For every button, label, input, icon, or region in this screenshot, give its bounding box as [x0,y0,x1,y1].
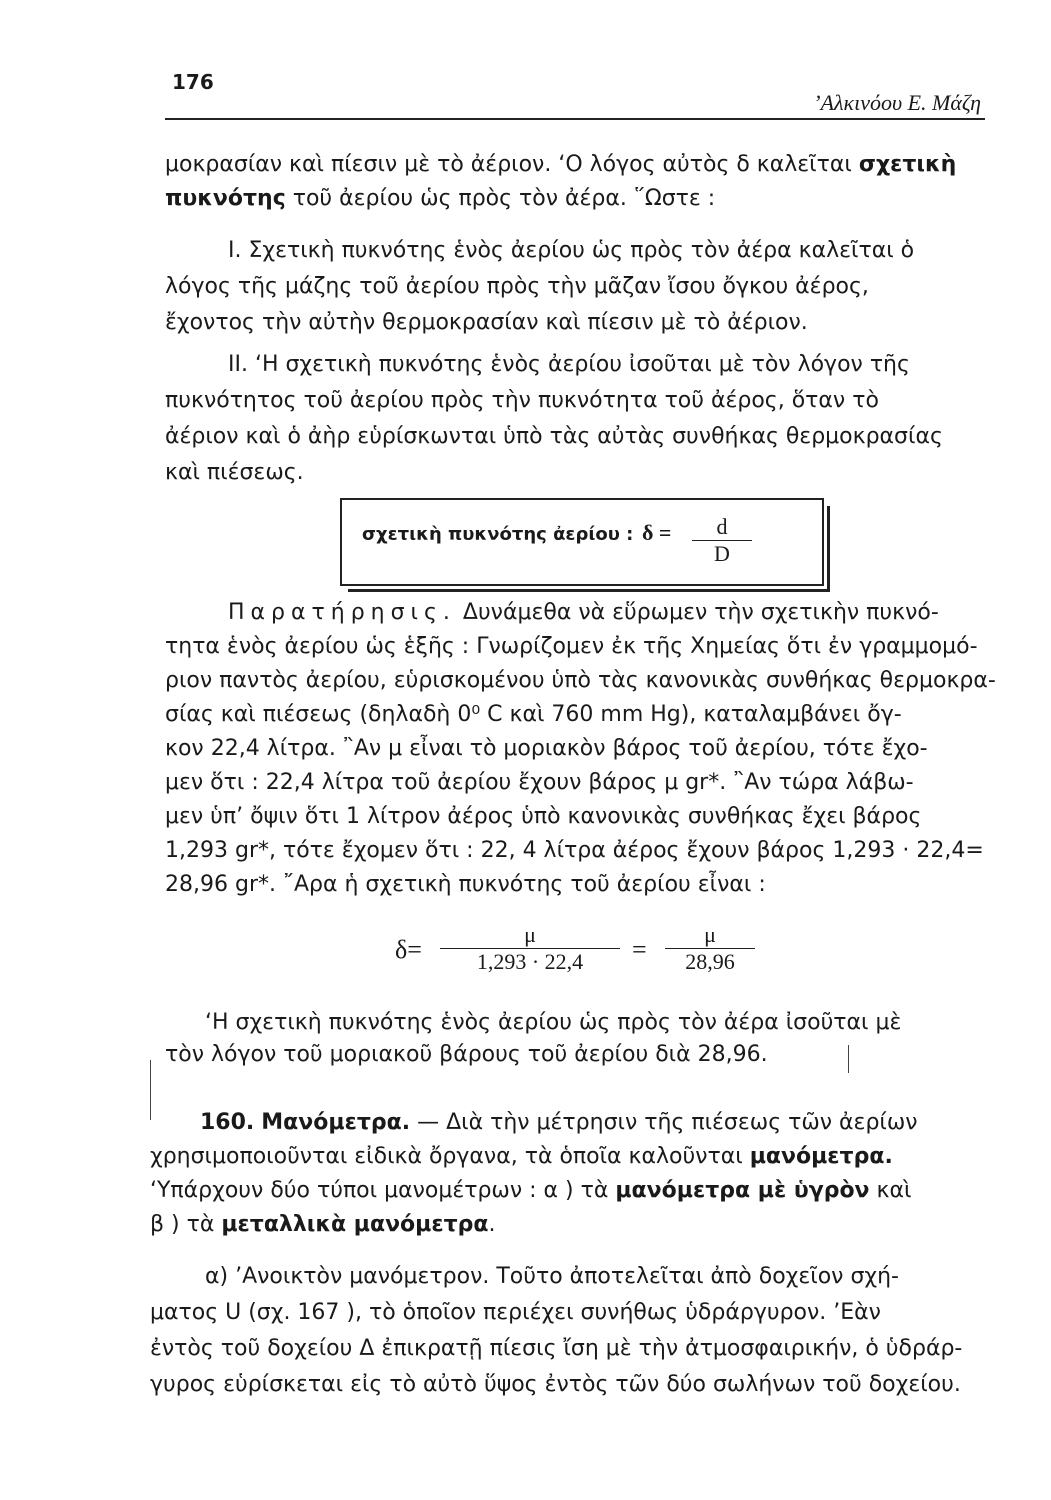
remark-line-1: Παρατήρησις. Δυνάμεθα νὰ εὕρωμεν τὴν σχετικὴν πυκνό- [228,600,939,625]
remark-line-9: 28,96 gr*. ῎Αρα ἡ σχετικὴ πυκνότης τοῦ ἀερίου εἶναι : [165,872,766,897]
remark-line-8: 1,293 gr*, τότε ἔχομεν ὅτι : 22, 4 λίτρα ἀέρος ἔχουν βάρος 1,293 · 22,4= [165,838,984,863]
remark-line-2: τητα ἑνὸς ἀερίου ὡς ἑξῆς : Γνωρίζομεν ἐκ τῆς Χημείας ὅτι ἐν γραμμομό- [165,634,978,659]
formula-numerator: d [692,514,752,541]
open-manometer-line-3: ἐντὸς τοῦ δοχείου Δ ἐπικρατῇ πίεσις ἴση μὲ τὴν ἀτμοσφαιρικήν, ὁ ὑδράρ- [150,1336,963,1361]
definition-1-line-2: λόγος τῆς μάζης τοῦ ἀερίου πρὸς τὴν μᾶζαν ἴσου ὄγκου ἀέρος, [165,274,869,299]
intro-line-2: πυκνότης τοῦ ἀερίου ὡς πρὸς τὸν ἀέρα. ῞Ωστε : [165,186,716,211]
definition-2-line-4: καὶ πιέσεως. [165,460,304,485]
equation-fraction-2-numerator: μ [665,922,755,949]
equation-lhs: δ= [395,935,422,964]
equation-fraction-1-denominator: 1,293 · 22,4 [476,949,584,974]
equation-fraction-2-denominator: 28,96 [685,949,735,974]
definition-2-line-3: ἀέριον καὶ ὁ ἀὴρ εὑρίσκωνται ὑπὸ τὰς αὐτὰς συνθήκας θερμοκρασίας [165,424,943,449]
running-title: ’Αλκινόου Ε. Μάζη [813,90,981,115]
section-160-line-1: 160. Μανόμετρα. — Διὰ τὴν μέτρησιν τῆς πιέσεως τῶν ἀερίων [200,1110,918,1135]
remark-heading: Παρατήρησις. [228,600,456,625]
intro-line-1: μοκρασίαν καὶ πίεσιν μὲ τὸ ἀέριον. ‘Ο λόγος αὐτὸς δ καλεῖται σχετικὴ [165,152,957,177]
definition-1-line-3: ἔχοντος τὴν αὐτὴν θερμοκρασίαν καὶ πίεσιν μὲ τὸ ἀέριον. [165,310,808,335]
definition-2-line-1: II. ‘Η σχετικὴ πυκνότης ἑνὸς ἀερίου ἰσοῦται μὲ τὸν λόγον τῆς [228,352,910,377]
section-160-title: Μανόμετρα. [261,1110,411,1135]
equation-fraction-1-numerator: μ [440,922,620,949]
remark-line-3: ριον παντὸς ἀερίου, εὑρισκομένου ὑπὸ τὰς κανονικὰς συνθήκας θερμοκρα- [165,668,996,693]
remark-line-7: μεν ὑπ’ ὄψιν ὅτι 1 λίτρον ἀέρος ὑπὸ κανονικὰς συνθήκας ἔχει βάρος [165,804,922,829]
equation-fraction-2 [665,922,755,975]
section-160-line-4: β ) τὰ μεταλλικὰ μανόμετρα. [150,1212,496,1237]
remark-line-6: μεν ὅτι : 22,4 λίτρα τοῦ ἀερίου ἔχουν βάρος μ gr*. ῍Αν τώρα λάβω- [165,770,914,795]
formula-denominator: D [714,541,730,566]
section-160-line-3: ‘Υπάρχουν δύο τύποι μανομέτρων : α ) τὰ μανόμετρα μὲ ὑγρὸν καὶ [150,1178,912,1203]
remark-line-4: σίας καὶ πιέσεως (δηλαδὴ 0⁰ C καὶ 760 mm Hg), καταλαμβάνει ὄγ- [165,702,902,727]
section-160-line-2: χρησιμοποιοῦνται εἰδικὰ ὄργανα, τὰ ὁποῖα καλοῦνται μανόμετρα. [150,1144,893,1169]
margin-pencil-mark [848,1045,849,1073]
formula-fraction [692,514,752,567]
open-manometer-line-4: γυρος εὑρίσκεται εἰς τὸ αὐτὸ ὕψος ἐντὸς τῶν δύο σωλήνων τοῦ δοχείου. [150,1372,961,1397]
formula-lhs: δ = [642,520,672,545]
open-manometer-line-2: ματος U (σχ. 167 ), τὸ ὁποῖον περιέχει συνήθως ὑδράργυρον. ’Εὰν [150,1300,881,1325]
conclusion-line-1: ‘Η σχετικὴ πυκνότης ἑνὸς ἀερίου ὡς πρὸς τὸν ἀέρα ἰσοῦται μὲ [205,1010,902,1035]
remark-line-5: κον 22,4 λίτρα. ῍Αν μ εἶναι τὸ μοριακὸν βάρος τοῦ ἀερίου, τότε ἔχο- [165,736,928,761]
definition-2-line-2: πυκνότητος τοῦ ἀερίου πρὸς τὴν πυκνότητα τοῦ ἀέρος, ὅταν τὸ [165,388,879,413]
header-rule [165,118,985,120]
relative-density-formula-box [340,498,824,586]
formula-label: σχετικὴ πυκνότης ἀερίου : [362,524,634,545]
definition-1-line-1: I. Σχετικὴ πυκνότης ἑνὸς ἀερίου ὡς πρὸς τὸν ἀέρα καλεῖται ὁ [228,238,915,263]
page-number: 176 [172,70,214,94]
section-160-number: 160. [200,1110,255,1135]
margin-pencil-mark [150,1060,151,1120]
open-manometer-line-1: α) ’Ανοικτὸν μανόμετρον. Τοῦτο ἀποτελεῖται ἀπὸ δοχεῖον σχή- [205,1264,899,1289]
conclusion-line-2: τὸν λόγον τοῦ μοριακοῦ βάρους τοῦ ἀερίου διὰ 28,96. [165,1042,768,1067]
equation-equals: = [632,935,647,964]
equation-fraction-1 [440,922,620,975]
